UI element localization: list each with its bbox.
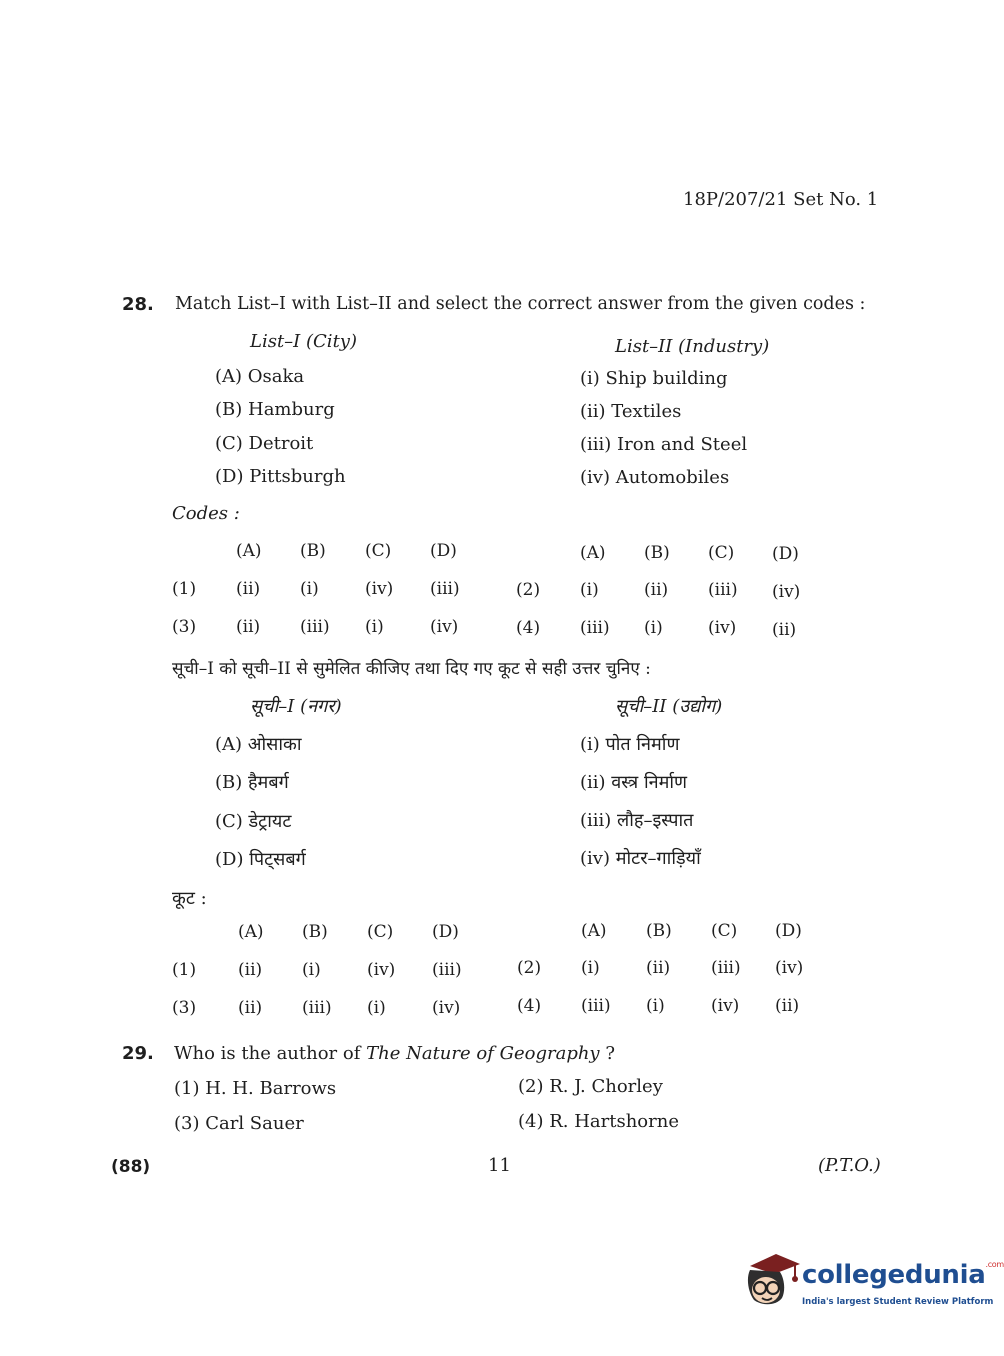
option-value: (ii) — [238, 998, 263, 1018]
code-header: (B) — [300, 541, 326, 561]
option-value: (iv) — [430, 617, 459, 637]
code-header: (A) — [238, 922, 264, 942]
option-value: (ii) — [238, 960, 263, 980]
option-value: (iii) — [302, 998, 332, 1018]
option-value: (ii) — [772, 620, 797, 640]
q28-question-en: Match List–I with List–II and select the correct answer from the given codes : — [175, 294, 866, 314]
list2-item-hi: (i) पोत निर्माण — [580, 734, 680, 755]
option-value: (i) — [581, 958, 600, 978]
collegedunia-wordmark — [802, 1260, 1004, 1290]
collegedunia-watermark — [740, 1248, 1004, 1318]
codes-label-hi: कूट : — [172, 888, 207, 909]
collegedunia-name: collegedunia — [802, 1260, 986, 1290]
list2-title-hi: सूची–II (उद्योग) — [615, 696, 723, 717]
option-value: (i) — [580, 580, 599, 600]
list2-item-hi: (iv) मोटर–गाड़ियाँ — [580, 848, 701, 869]
option-value: (i) — [365, 617, 384, 637]
option-value: (i) — [302, 960, 321, 980]
code-header: (B) — [644, 543, 670, 563]
list2-item-hi: (ii) वस्त्र निर्माण — [580, 772, 688, 793]
option-number: (1) — [172, 579, 197, 599]
option-value: (ii) — [236, 579, 261, 599]
footer-code: (88) — [111, 1157, 151, 1177]
option-number: (1) — [172, 960, 197, 980]
code-header: (D) — [430, 541, 457, 561]
option-value: (ii) — [236, 617, 261, 637]
option-value: (ii) — [644, 580, 669, 600]
option-number: (2) — [516, 580, 541, 600]
code-header: (A) — [580, 543, 606, 563]
option-value: (i) — [644, 618, 663, 638]
code-header: (C) — [708, 543, 735, 563]
option-number: (4) — [516, 618, 541, 638]
option-value: (ii) — [775, 996, 800, 1016]
list1-item-en: (B) Hamburg — [215, 399, 335, 420]
header-code: 18P/207/21 Set No. 1 — [683, 189, 879, 210]
code-header: (A) — [236, 541, 262, 561]
list2-item-en: (iv) Automobiles — [580, 467, 730, 488]
option-value: (iv) — [775, 958, 804, 978]
option-number: (3) — [172, 998, 197, 1018]
codes-label-en: Codes : — [172, 503, 240, 524]
code-header: (C) — [367, 922, 394, 942]
code-header: (D) — [775, 921, 802, 941]
collegedunia-mascot-icon — [740, 1248, 802, 1310]
list1-item-hi: (C) डेट्रायट — [215, 811, 292, 832]
collegedunia-tagline: India's largest Student Review Platform — [802, 1297, 994, 1307]
option-value: (iii) — [581, 996, 611, 1016]
q29-option: (3) Carl Sauer — [174, 1113, 304, 1134]
list1-item-en: (D) Pittsburgh — [215, 466, 346, 487]
q28-question-hi: सूची–I को सूची–II से सुमेलित कीजिए तथा दिए गए कूट से सही उत्तर चुनिए : — [172, 659, 651, 679]
list1-item-en: (C) Detroit — [215, 433, 314, 454]
option-value: (iv) — [432, 998, 461, 1018]
list1-item-hi: (D) पिट्सबर्ग — [215, 849, 306, 870]
q29-option: (1) H. H. Barrows — [174, 1078, 337, 1099]
q29-question-pre: Who is the author of — [174, 1043, 367, 1064]
code-header: (B) — [646, 921, 672, 941]
option-value: (iii) — [708, 580, 738, 600]
option-value: (i) — [300, 579, 319, 599]
option-value: (i) — [646, 996, 665, 1016]
list2-item-en: (ii) Textiles — [580, 401, 682, 422]
code-header: (B) — [302, 922, 328, 942]
option-value: (iii) — [432, 960, 462, 980]
list2-title-en: List–II (Industry) — [615, 336, 770, 357]
code-header: (A) — [581, 921, 607, 941]
code-header: (C) — [711, 921, 738, 941]
option-number: (4) — [517, 996, 542, 1016]
q29-option: (4) R. Hartshorne — [518, 1111, 679, 1132]
list2-item-en: (i) Ship building — [580, 368, 728, 389]
q29-option: (2) R. J. Chorley — [518, 1076, 663, 1097]
list1-item-en: (A) Osaka — [215, 366, 305, 387]
list2-item-hi: (iii) लौह–इस्पात — [580, 810, 694, 831]
q29-question — [174, 1043, 615, 1064]
collegedunia-suffix: .com — [985, 1260, 1004, 1269]
option-value: (iv) — [365, 579, 394, 599]
option-value: (ii) — [646, 958, 671, 978]
q28-number: 28. — [122, 294, 154, 315]
option-value: (iii) — [430, 579, 460, 599]
list1-title-hi: सूची–I (नगर) — [250, 696, 342, 717]
code-header: (D) — [432, 922, 459, 942]
q29-book-title: The Nature of Geography — [366, 1043, 600, 1064]
option-value: (iv) — [772, 582, 801, 602]
code-header: (C) — [365, 541, 392, 561]
option-value: (iii) — [711, 958, 741, 978]
option-value: (i) — [367, 998, 386, 1018]
list1-item-hi: (A) ओसाका — [215, 734, 302, 755]
list1-title-en: List–I (City) — [250, 331, 357, 352]
option-value: (iii) — [300, 617, 330, 637]
option-number: (3) — [172, 617, 197, 637]
option-value: (iv) — [711, 996, 740, 1016]
option-value: (iv) — [367, 960, 396, 980]
pto-label: (P.T.O.) — [818, 1155, 881, 1176]
option-value: (iii) — [580, 618, 610, 638]
list2-item-en: (iii) Iron and Steel — [580, 434, 748, 455]
page-number: 11 — [488, 1155, 511, 1176]
option-number: (2) — [517, 958, 542, 978]
list1-item-hi: (B) हैमबर्ग — [215, 772, 289, 793]
q29-question-post: ? — [599, 1043, 615, 1064]
code-header: (D) — [772, 544, 799, 564]
q29-number: 29. — [122, 1043, 154, 1064]
option-value: (iv) — [708, 618, 737, 638]
